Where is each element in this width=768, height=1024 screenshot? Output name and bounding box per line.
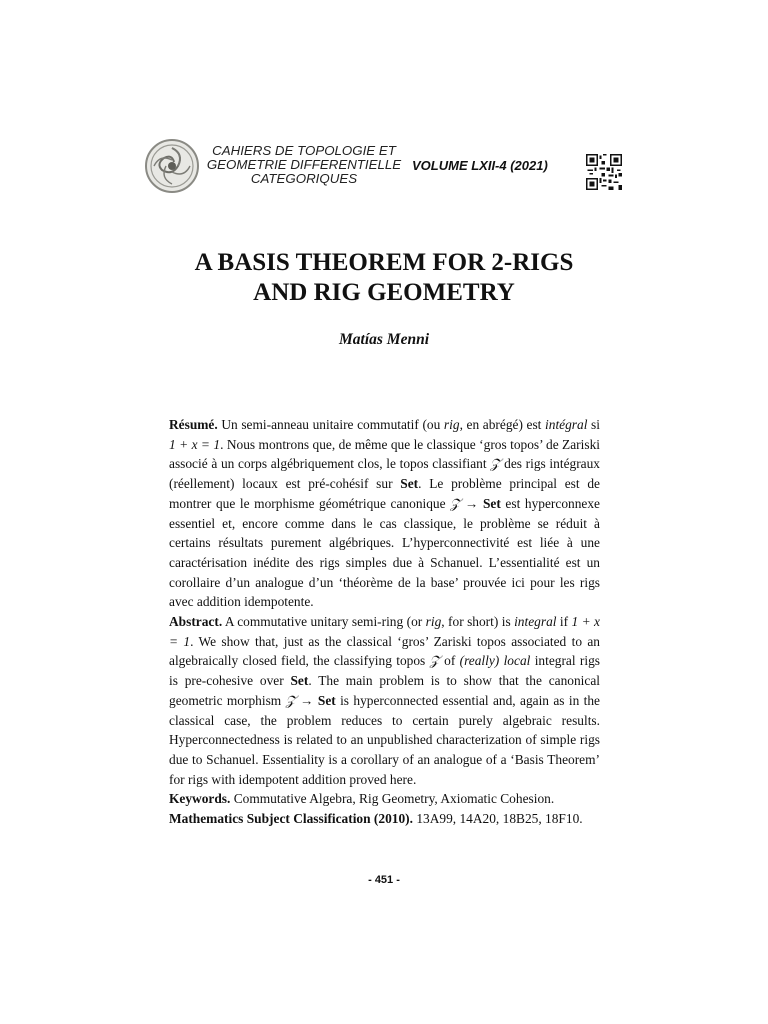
journal-name: [206, 144, 402, 186]
abstract-text: integral rigs is pre-cohesive over: [169, 653, 601, 689]
msc-text: 13A99, 14A20, 18B25, 18F10.: [412, 811, 583, 827]
abstract-term-rig: rig: [425, 614, 442, 630]
keywords-text: Commutative Algebra, Rig Geometry, Axiomatic Cohesion.: [230, 791, 555, 807]
abstract-symbol-set: Set: [317, 692, 336, 708]
resume-symbol-z: 𝒵: [450, 495, 461, 511]
keywords-paragraph: [169, 789, 600, 809]
resume-term-rig: rig: [443, 417, 460, 432]
resume-text: si: [587, 417, 600, 432]
abstract-text: is hyperconnected essential and, again as in the classical case, the problem reduces to certain purely algebraic results. Hyperconnectedness is related to an unpublished characterization of simple rigs due to Schanuel. Essentiality is a corollary of an analogue of a ‘Basis Theorem’ for rigs with idempotent addition proved here.: [169, 692, 600, 787]
keywords-label: Keywords.: [169, 791, 231, 807]
abstract-text: A commutative unitary semi-ring (or: [222, 614, 426, 630]
abstract-text: . We show that, just as the classical ‘gros’ Zariski topos associated to an algebraically closed field, the classifying topos: [169, 633, 600, 669]
paper-title: [0, 248, 768, 308]
abstract-term-integral: integral: [514, 614, 557, 630]
author-name: Matías Menni: [338, 331, 429, 348]
paper-title-line2: AND RIG GEOMETRY: [253, 279, 515, 306]
qr-code-icon: [586, 154, 622, 190]
abstract-arrow: →: [295, 692, 318, 708]
resume-label: Résumé.: [169, 417, 218, 432]
resume-equation: 1 + x = 1: [169, 436, 221, 452]
journal-name-line2: GEOMETRIE DIFFERENTIELLE: [206, 157, 402, 172]
spiral-seal-logo: [144, 138, 200, 194]
journal-header: [144, 138, 624, 194]
resume-text: , en abrégé) est: [459, 417, 546, 432]
abstract-text: , for short) is: [441, 614, 515, 630]
abstract-symbol-z: 𝒵: [429, 653, 440, 669]
resume-symbol-z: 𝒵: [490, 456, 501, 472]
abstract-equation: 1 + x = 1: [169, 614, 601, 649]
abstract-text: if: [556, 614, 572, 630]
resume-text: . Nous montrons que, de même que le classique ‘gros topos’ de Zariski associé à un corps algébriquement clos, le topos classifiant: [169, 436, 600, 472]
resume-text: Un semi-anneau unitaire commutatif (ou: [217, 417, 444, 432]
abstract-text: . The main problem is to show that the canonical geometric morphism: [169, 673, 600, 708]
page-number: - 451 -: [368, 874, 400, 886]
resume-symbol-set: Set: [400, 476, 419, 492]
abstract-paragraph: [169, 612, 600, 789]
resume-paragraph: [169, 415, 600, 612]
resume-text: est hyperconnexe essentiel et, encore comme dans le cas classique, le problème se réduit à certains résultats purement algébriques. L’hyperconnectivité est liée à une caractérisation inédite des rigs simples due à Schanuel. L’essentialité est un corollaire d’un analogue d’un ‘théorème de la base’ prouvée ici pour les rigs avec addition idempotente.: [169, 495, 600, 610]
msc-paragraph: [169, 809, 600, 829]
resume-text: . Le problème principal est de montrer que le morphisme géométrique canonique: [169, 476, 600, 511]
abstract-label: Abstract.: [169, 614, 223, 630]
journal-name-line1: CAHIERS DE TOPOLOGIE ET: [212, 143, 396, 158]
msc-label: Mathematics Subject Classification (2010).: [169, 811, 413, 827]
abstract-block: [169, 415, 600, 829]
resume-term-integral: intégral: [545, 417, 588, 432]
abstract-symbol-z: 𝒵: [285, 692, 296, 708]
abstract-text: of: [439, 653, 460, 669]
abstract-symbol-set: Set: [290, 673, 309, 689]
abstract-term-really-local: (really) local: [459, 653, 531, 669]
resume-arrow: →: [460, 495, 483, 511]
volume-label: VOLUME LXII-4 (2021): [412, 158, 548, 173]
journal-name-line3: CATEGORIQUES: [250, 171, 358, 186]
resume-symbol-set: Set: [482, 495, 501, 511]
resume-text: des rigs intégraux (réellement) locaux est pré-cohésif sur: [169, 456, 600, 492]
paper-title-line1: A BASIS THEOREM FOR 2-RIGS: [194, 249, 574, 276]
